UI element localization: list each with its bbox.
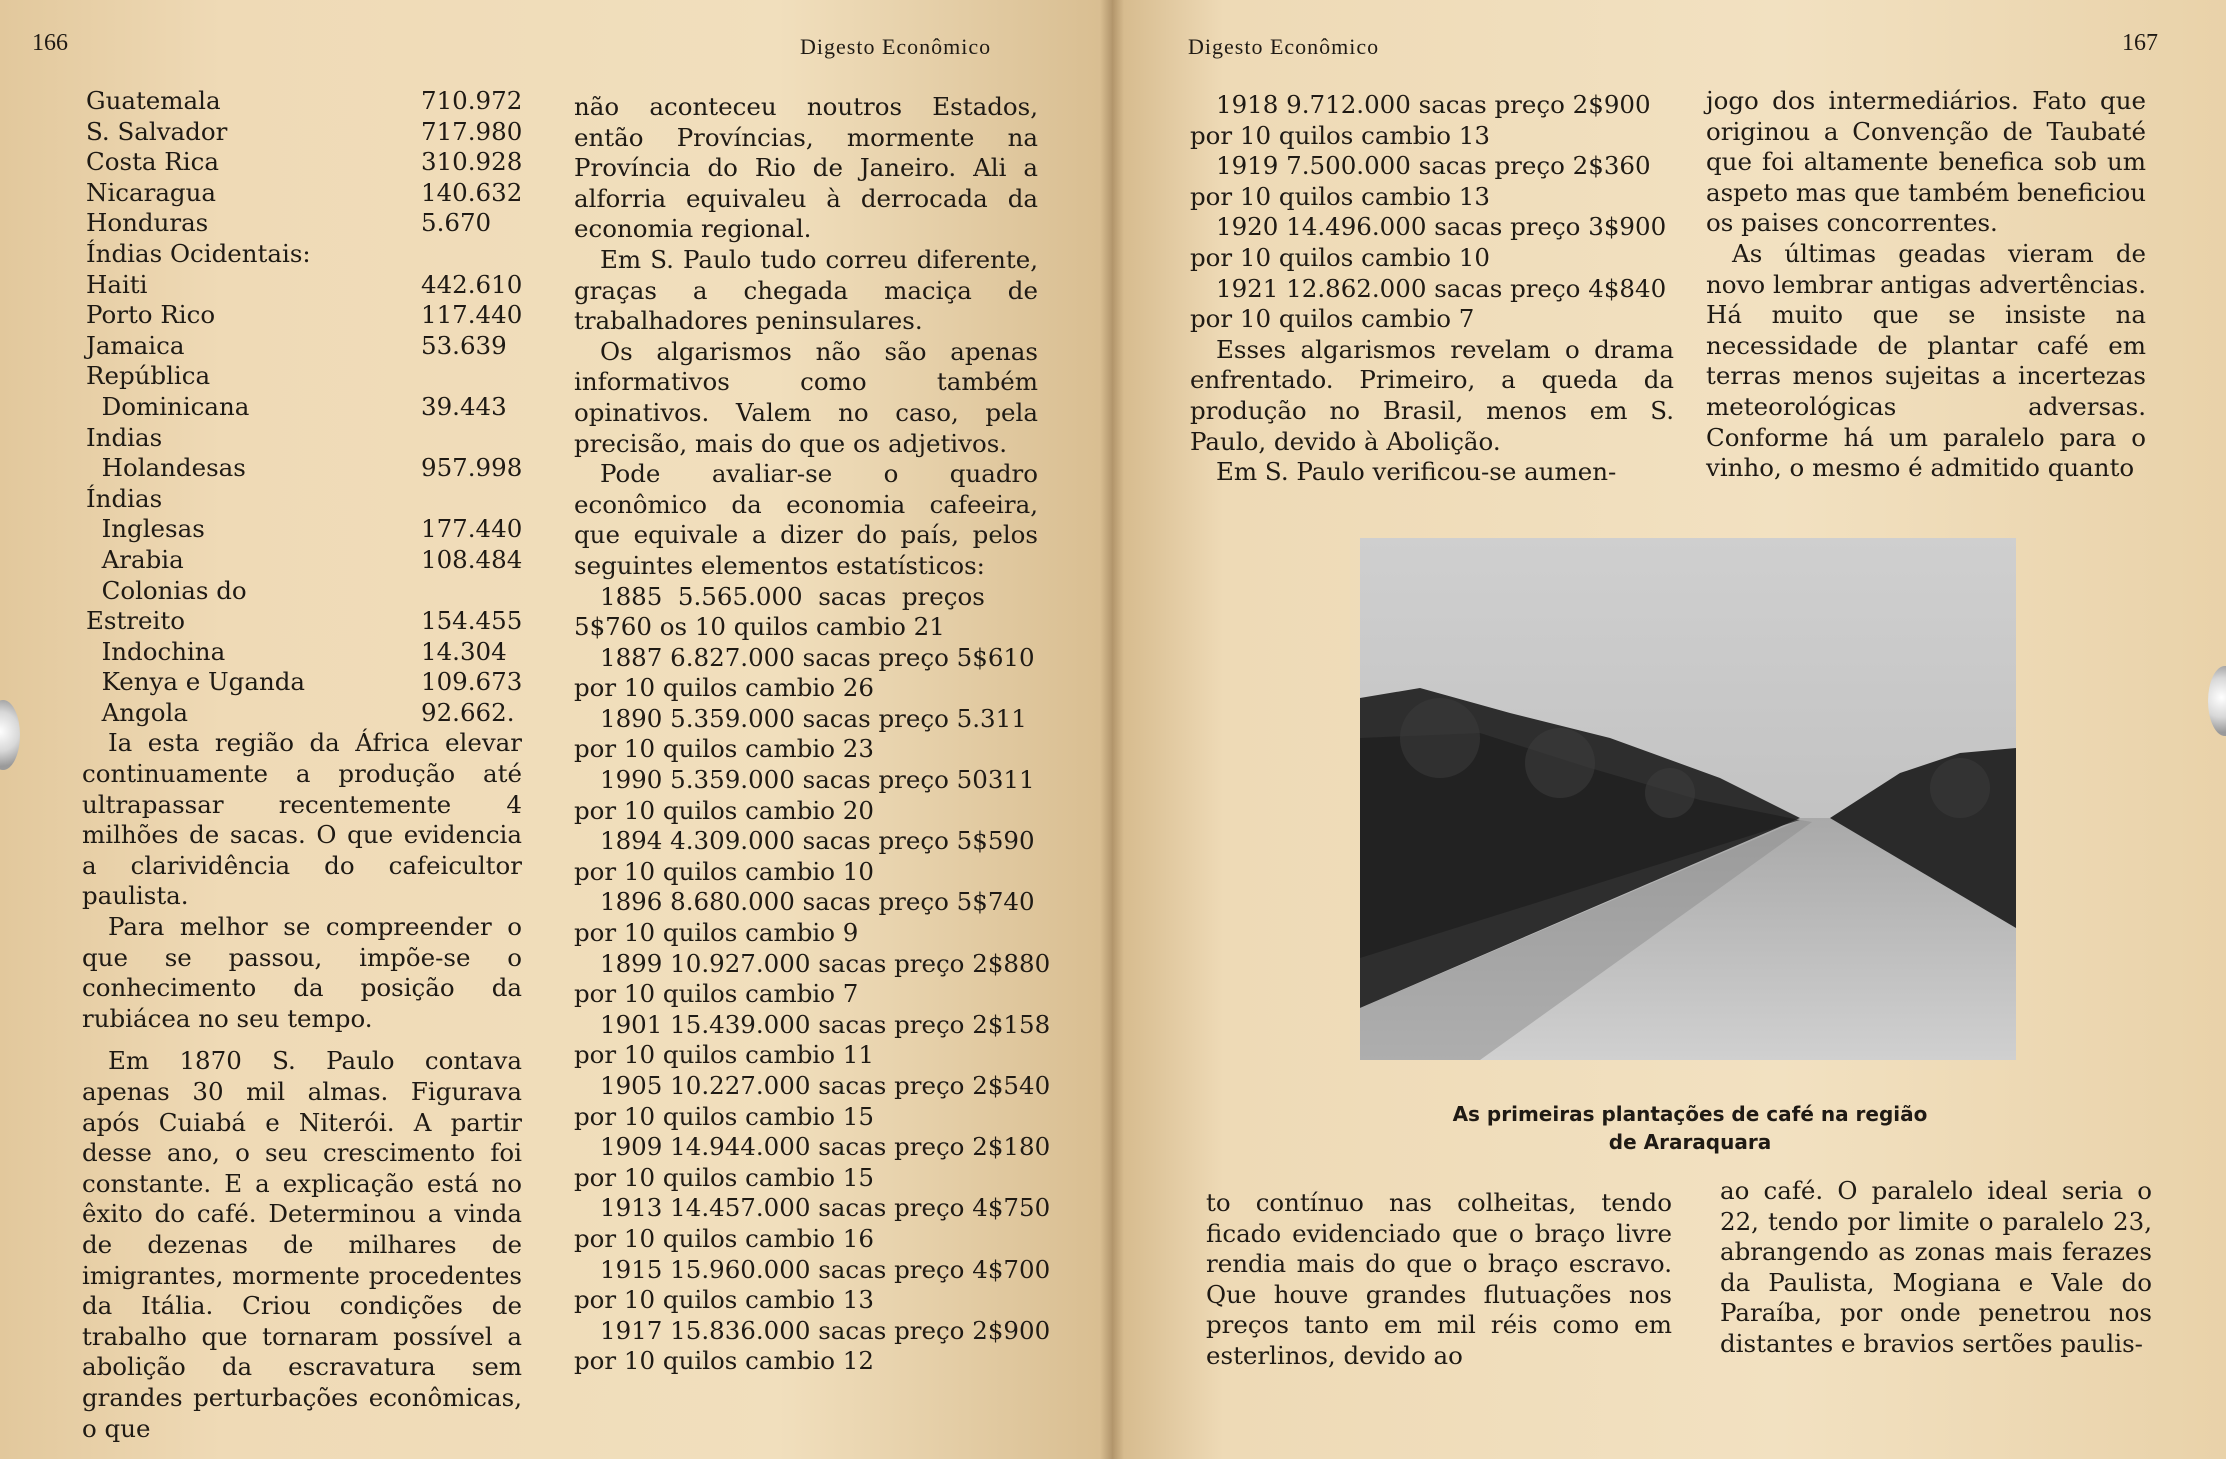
country-value: 310.928 [421,147,523,177]
caption-line: de Araraquara [1608,1130,1772,1154]
stat-line: 1909 14.944.000 sacas preço 2$180 [600,1132,1051,1162]
text-column-2 [574,92,1051,1377]
stat-line: 1915 15.960.000 sacas preço 4$700 [600,1254,1051,1284]
page-number: 167 [2122,30,2158,56]
production-stats [1190,90,1674,335]
text-column-1 [1190,90,1674,488]
table-row [86,331,526,362]
production-stats [574,581,1051,1377]
country-value: 109.673 [421,667,523,697]
country-value: 108.484 [421,544,523,574]
country-name: Colonias do [86,575,247,605]
paragraph: Ia esta região da África elevar continuamente a produção até ultrapassar recentemente 4 milhões de sacas. O que evidencia a clarividência do cafeicultor paulista. [82,728,522,911]
table-row [86,270,526,301]
country-value: 92.662. [421,697,515,727]
stat-line: por 10 quilos cambio 13 [1190,120,1490,150]
country-value: 154.455 [421,606,523,636]
country-table [82,86,526,1444]
table-row [86,86,526,117]
stat-line: por 10 quilos cambio 7 [1190,304,1475,334]
country-value [421,239,526,270]
stat-line: por 10 quilos cambio 13 [1190,181,1490,211]
stat-line: 1887 6.827.000 sacas preço 5$610 [600,642,1035,672]
table-row [86,239,526,270]
country-name: Indias [86,422,163,452]
paragraph: As últimas geadas vieram de novo lembrar antigas advertências. Há muito que se insiste na necessidade de plantar café em terras menos sujeitas a incertezas meteorológicas adversas. Conforme há um paralelo para o vinho, o mesmo é admitido quanto [1706,238,2146,483]
table-row [86,514,526,545]
table-row [86,484,526,515]
stat-line: 1905 10.227.000 sacas preço 2$540 [600,1071,1051,1100]
table-row [86,545,526,576]
country-name: Estreito [86,606,185,636]
country-value: 117.440 [421,300,523,330]
country-name: Nicaragua [86,177,216,207]
table-row [86,423,526,454]
stat-line: por 10 quilos cambio 10 [574,856,874,886]
stat-line: 1890 5.359.000 sacas preço 5.311 [600,703,1027,733]
table-row [86,117,526,148]
country-name: Inglesas [86,514,205,544]
stat-line: por 10 quilos cambio 13 [574,1285,874,1315]
running-head: Digesto Econômico [800,34,992,59]
stat-line: 1921 12.862.000 sacas preço 4$840 [1216,273,1667,303]
text-column-2-bottom [1720,1176,2152,1360]
table-row [86,606,526,637]
stat-line: por 10 quilos cambio 15 [574,1101,874,1131]
stat-line: 1919 7.500.000 sacas preço 2$360 [1216,151,1651,181]
stat-line: 1913 14.457.000 sacas preço 4$750 [600,1193,1051,1223]
stat-line: por 10 quilos cambio 12 [574,1346,874,1376]
paragraph: Em S. Paulo tudo correu diferente, graças a chegada maciça de trabalhadores peninsulares. [574,244,1038,336]
table-row [86,208,526,239]
country-name: Porto Rico [86,300,216,330]
caption-line: As primeiras plantações de café na região [1452,1102,1928,1126]
paragraph: Os algarismos não são apenas informativos como também opinativos. Valem no caso, pela precisão, mais do que os adjetivos. [574,336,1038,458]
table-row [86,147,526,178]
stat-line: 1894 4.309.000 sacas preço 5$590 [600,826,1035,856]
country-name: Índias [86,483,163,513]
stat-line: por 10 quilos cambio 9 [574,918,859,948]
stat-line: 1901 15.439.000 sacas preço 2$158 [600,1009,1051,1039]
stat-line: 1920 14.496.000 sacas preço 3$900 [1216,212,1667,242]
paragraph: Para melhor se compreender o que se passou, impõe-se o conhecimento da posição da rubiácea no seu tempo. [82,912,522,1033]
coffee-plantation-photo [1360,538,2016,1060]
country-value: 442.610 [421,269,523,299]
country-value: 717.980 [421,116,523,146]
text-column-1-bottom [1206,1188,1672,1372]
country-value: 5.670 [421,208,492,238]
stat-line: 1917 15.836.000 sacas preço 2$900 [600,1315,1051,1345]
country-name: Angola [86,697,188,727]
country-value: 177.440 [421,514,523,544]
paragraph: jogo dos intermediários. Fato que originou a Convenção de Taubaté que foi altamente benefica sob um aspeto mas que também beneficiou os paises concorrentes. [1706,86,2146,238]
table-row [86,361,526,392]
stat-line: 1990 5.359.000 sacas preço 50311 [600,765,1035,795]
country-name: República [86,361,211,391]
country-value [421,423,526,454]
stat-line: por 10 quilos cambio 10 [1190,242,1490,272]
paragraph: Esses algarismos revelam o drama enfrentado. Primeiro, a queda da produção no Brasil, menos em S. Paulo, devido à Abolição. [1190,334,1674,456]
country-value [421,361,526,392]
country-value: 957.998 [421,453,523,483]
binding-hole [0,700,20,770]
text-column-2 [1706,86,2146,484]
country-name: Indochina [86,636,226,666]
stat-line: 1918 9.712.000 sacas preço 2$900 [1216,90,1651,119]
binding-hole [2208,666,2226,736]
country-name: Haiti [86,269,148,299]
country-value: 53.639 [421,330,507,360]
stat-line: por 10 quilos cambio 23 [574,734,874,764]
country-name: Honduras [86,208,209,238]
country-value: 710.972 [421,86,523,115]
stat-line: 5$760 os 10 quilos cambio 21 [574,612,945,642]
book-gutter [1100,0,1124,1459]
table-row [86,392,526,423]
country-name: Arabia [86,544,184,574]
stat-line: por 10 quilos cambio 20 [574,795,874,825]
photo-caption [1370,1100,2010,1156]
stat-line: por 10 quilos cambio 16 [574,1223,874,1253]
country-value [421,576,526,607]
stat-line: 1885 5.565.000 sacas preços [600,581,985,611]
country-value: 140.632 [421,177,523,207]
stat-line: por 10 quilos cambio 15 [574,1162,874,1192]
country-name: S. Salvador [86,116,228,146]
stat-line: por 10 quilos cambio 26 [574,673,874,703]
table-row [86,698,526,729]
paragraph: to contínuo nas colheitas, tendo ficado evidenciado que o braço livre rendia mais do que o braço escravo. Que houve grandes flutuações nos preços tanto em mil réis como em esterlinos, devido ao [1206,1188,1672,1370]
stat-line: por 10 quilos cambio 11 [574,1040,874,1070]
country-name: Costa Rica [86,147,219,177]
paragraph: não aconteceu noutros Estados, então Províncias, mormente na Província do Rio de Janeiro. Ali a alforria equivaleu à derrocada da economia regional. [574,92,1038,244]
country-name: Kenya e Uganda [86,667,306,697]
country-value: 39.443 [421,391,507,421]
page-number: 166 [32,30,68,56]
running-head: Digesto Econômico [1188,34,1380,59]
country-name: Jamaica [86,330,185,360]
stat-line: por 10 quilos cambio 7 [574,979,859,1009]
paragraph: Pode avaliar-se o quadro econômico da economia cafeeira, que equivale a dizer do país, pelos seguintes elementos estatísticos: [574,459,1038,580]
left-page [0,0,1112,1459]
country-name: Holandesas [86,453,246,483]
table-row [86,667,526,698]
paragraph: Em S. Paulo verificou-se aumen- [1216,457,1617,487]
table-row [86,178,526,209]
country-value [421,484,526,515]
table-row [86,453,526,484]
country-name: Dominicana [86,391,250,421]
table-row [86,576,526,607]
paragraph: Em 1870 S. Paulo contava apenas 30 mil almas. Figurava após Cuiabá e Niterói. A partir desse ano, o seu crescimento foi constante. E a explicação está no êxito do café. Determinou a vinda de dezenas de milhares de imigrantes, mormente procedentes da Itália. Criou condições de trabalho que tornaram possível a abolição da escravatura sem grandes perturbações econômicas, o que [82,1046,522,1443]
paragraph: ao café. O paralelo ideal seria o 22, tendo por limite o paralelo 23, abrangendo as zonas mais ferazes da Paulista, Mogiana e Vale do Paraíba, por onde penetrou nos distantes e bravios sertões paulis- [1720,1176,2152,1358]
table-row [86,300,526,331]
stat-line: 1899 10.927.000 sacas preço 2$880 [600,948,1051,978]
stat-line: 1896 8.680.000 sacas preço 5$740 [600,887,1035,917]
country-value: 14.304 [421,636,507,666]
table-row [86,637,526,668]
country-name: Índias Ocidentais: [86,238,311,268]
country-name: Guatemala [86,86,221,115]
